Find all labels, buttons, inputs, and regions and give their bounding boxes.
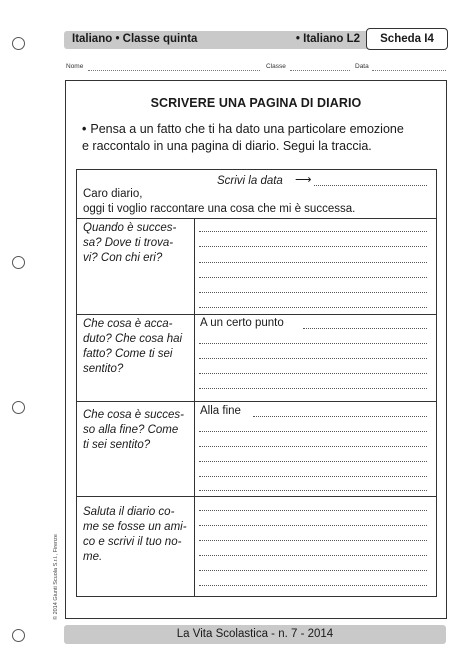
binder-hole-top (12, 37, 25, 50)
binder-hole-upper-middle (12, 256, 25, 269)
intro-text: oggi ti voglio raccontare una cosa che mi è successa. (83, 203, 356, 215)
row-divider (77, 496, 436, 497)
write-line[interactable] (199, 461, 427, 462)
write-line[interactable] (199, 585, 427, 586)
date-field[interactable] (372, 70, 446, 71)
starter-a-un-certo-punto: A un certo punto (200, 317, 284, 329)
row-divider (77, 218, 436, 219)
write-line[interactable] (199, 525, 427, 526)
write-line[interactable] (199, 388, 427, 389)
header-subject: Italiano • Classe quinta (72, 33, 198, 45)
question-ending: Che cosa è succes- so alla fine? Come ti sei sentito? (83, 409, 184, 451)
bullet-icon: • (82, 122, 87, 136)
copyright-notice: © 2014 Giunti Scuola S.r.l., Firenze (53, 534, 59, 620)
row-divider (77, 314, 436, 315)
write-line[interactable] (199, 277, 427, 278)
name-label: Nome (66, 63, 84, 70)
question-what-happened: Che cosa è acca- duto? Che cosa hai fatto? Come ti sei sentito? (83, 318, 183, 375)
instruction-line-1: Pensa a un fatto che ti ha dato una particolare emozione (90, 122, 404, 136)
footer-bar: La Vita Scolastica - n. 7 - 2014 (64, 625, 446, 644)
header-course: • Italiano L2 (295, 33, 360, 45)
starter-alla-fine: Alla fine (200, 405, 241, 417)
sheet-label: Scheda I4 (366, 28, 448, 50)
page-title: SCRIVERE UNA PAGINA DI DIARIO (150, 96, 362, 110)
instruction (82, 121, 437, 155)
write-line[interactable] (199, 476, 427, 477)
write-line[interactable] (199, 555, 427, 556)
question-goodbye: Saluta il diario co- me se fosse un ami- co e scrivi il tuo no- me. (83, 506, 187, 563)
write-line[interactable] (303, 328, 427, 329)
question-when: Quando è succes- sa? Dove ti trova- vi? Con chi eri? (83, 222, 177, 264)
instruction-line-2: e raccontalo in una pagina di diario. Segui la traccia. (82, 139, 372, 153)
arrow-right-icon: ⟶ (295, 174, 312, 186)
binder-hole-bottom (12, 629, 25, 642)
write-line[interactable] (199, 490, 427, 491)
binder-hole-lower-middle (12, 401, 25, 414)
name-field[interactable] (88, 70, 260, 71)
diary-table (76, 169, 437, 597)
date-label: Data (355, 63, 369, 70)
row-divider (77, 401, 436, 402)
write-line[interactable] (199, 540, 427, 541)
write-line[interactable] (199, 307, 427, 308)
worksheet-frame (65, 80, 447, 619)
write-line[interactable] (199, 262, 427, 263)
date-prompt: Scrivi la data (217, 175, 283, 187)
write-line[interactable] (253, 416, 427, 417)
date-write-line[interactable] (314, 185, 427, 186)
write-line[interactable] (199, 292, 427, 293)
write-line[interactable] (199, 446, 427, 447)
write-line[interactable] (199, 358, 427, 359)
column-divider (194, 218, 195, 596)
class-label: Classe (266, 63, 286, 70)
write-line[interactable] (199, 431, 427, 432)
write-line[interactable] (199, 510, 427, 511)
write-line[interactable] (199, 373, 427, 374)
write-line[interactable] (199, 343, 427, 344)
class-field[interactable] (290, 70, 350, 71)
write-line[interactable] (199, 231, 427, 232)
write-line[interactable] (199, 570, 427, 571)
greeting: Caro diario, (83, 188, 143, 200)
write-line[interactable] (199, 246, 427, 247)
